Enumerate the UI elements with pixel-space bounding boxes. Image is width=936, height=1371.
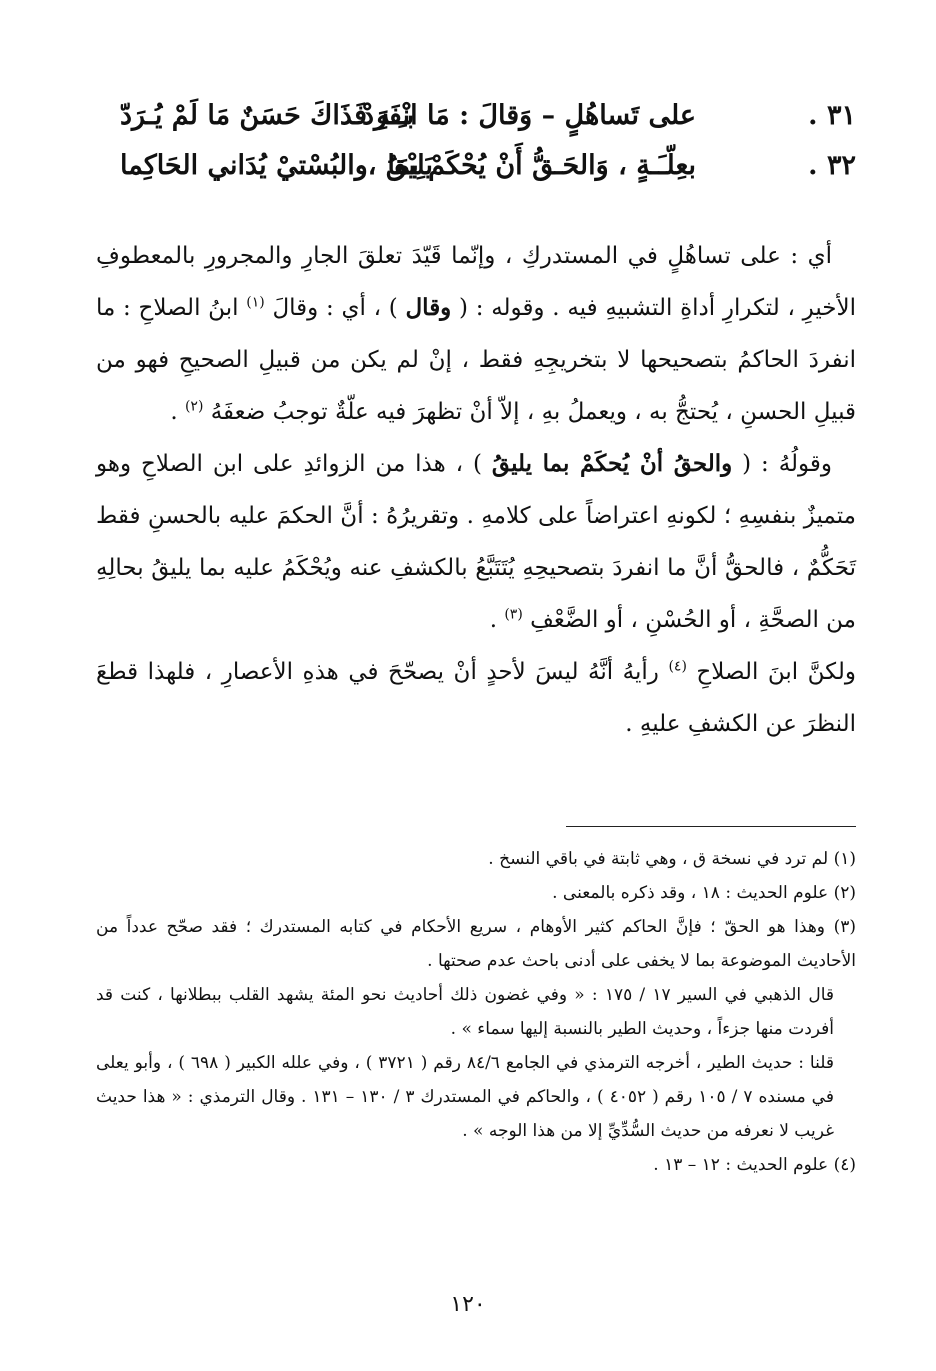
text-run: . bbox=[170, 399, 178, 425]
text-run: أي : على تساهُلٍ في المستدركِ ، وإنّما قَيّدَ تعلقَ الجارِ والمجرورِ بالمعطوفِ الأخيرِ ، لتكرارِ أداةِ التشبيهِ فيه . وقوله : ( bbox=[96, 243, 856, 321]
text-run: ولكنَّ ابنَ الصلاحِ bbox=[696, 659, 856, 685]
text-run: رأيهُ أنَّهُ ليسَ لأحدٍ أنْ يصحّحَ في هذهِ الأعصارِ ، فلهذا قطعَ النظرَ عن الكشفِ عليهِ . bbox=[96, 659, 856, 737]
quoted-term: وقال bbox=[405, 294, 452, 321]
verse-second-hemistich: يَلِيْقُ ،والبُسْتيْ يُدَاني الحَاكِما bbox=[120, 149, 433, 181]
text-run: ابنُ الصلاحِ : ما انفردَ الحاكمُ بتصحيحها لا بتخريجِهِ فقط ، إنْ لم يكن من قبيلِ الصحيحِ فهو من قبيلِ الحسنِ ، يُحتجُّ به ، ويعملُ بهِ ، إلاّ أنْ تظهرَ فيه علّةٌ توجبُ ضعفَهُ bbox=[96, 295, 856, 425]
footnote-separator bbox=[566, 826, 856, 827]
verse-31 bbox=[120, 95, 856, 135]
verse-second-hemistich: بـِـهِ فَذَاكَ حَسَنٌ مَا لَمْ يُـرَدّ bbox=[120, 99, 415, 131]
footnote-3: (٣) وهذا هو الحقّ ؛ فإنَّ الحاكم كثير الأوهام ، سريع الأحكام في كتابه المستدرك ؛ فقد صحّح عدداً من الأحاديث الموضوعة بما لا يخفى على أدنى باحث عدم صحتها . bbox=[96, 917, 856, 971]
commentary-paragraph bbox=[96, 438, 856, 646]
footnotes bbox=[96, 842, 856, 1182]
commentary-text bbox=[96, 230, 856, 750]
footnote-3-continuation: قال الذهبي في السير ١٧ / ١٧٥ : « وفي غضون ذلك أحاديث نحو المئة يشهد القلب ببطلانها ، كنت قد أفردت منها جزءاً ، وحديث الطير بالنسبة إليها سماء » . bbox=[96, 985, 834, 1039]
footnote-3-continuation: قلنا : حديث الطير ، أخرجه الترمذي في الجامع ٨٤/٦ رقم ( ٣٧٢١ ) ، وفي علله الكبير ( ٦٩٨ ) ، وأبو يعلى في مسنده ٧ / ١٠٥ رقم ( ٤٠٥٢ ) ، والحاكم في المستدرك ٣ / ١٣٠ – ١٣١ . وقال الترمذي : « هذا حديث غريب لا نعرفه من حديث السُّدِّيِّ إلا من هذا الوجه » . bbox=[96, 1053, 834, 1141]
verse-number: ٣٢ . bbox=[808, 149, 856, 181]
footnote-4: (٤) علوم الحديث : ١٢ – ١٣ . bbox=[653, 1155, 856, 1175]
text-run: ) ، أي : وقالَ bbox=[272, 295, 398, 321]
verse-first-hemistich: على تَساهُلٍ – وَقالَ : مَا انْفَرَدْ bbox=[361, 99, 696, 131]
footnote-reference[interactable]: (٢) bbox=[184, 398, 204, 415]
verse-first-hemistich: بعِلّـَـةٍ ، وَالحَـقُّ أَنْ يُحْكَمْ بمَا bbox=[387, 149, 696, 181]
footnote-reference[interactable]: (١) bbox=[246, 294, 265, 311]
text-run: ) ، هذا من الزوائدِ على ابن الصلاحِ وهو متميزٌ بنفسِهِ ؛ لكونهِ اعتراضاً على كلامهِ . وتقريرُهُ : أنَّ الحكمَ عليه بالحسنِ فقط تَحَكُّمٌ ، فالحقُّ أنَّ ما انفردَ بتصحيحِهِ يُتَتَبَّعُ بالكشفِ عنه ويُحْكَمُ عليه بما يليقُ بحالِهِ من الصحَّةِ ، أو الحُسْنِ ، أو الضَّعْفِ bbox=[96, 451, 856, 633]
quoted-term: والحقُ أنْ يُحكَمْ بما يليقُ bbox=[491, 450, 733, 477]
footnote-2: (٢) علوم الحديث : ١٨ ، وقد ذكره بالمعنى . bbox=[552, 883, 856, 903]
commentary-paragraph bbox=[96, 646, 856, 750]
verse-32 bbox=[120, 145, 856, 185]
verse-number: ٣١ . bbox=[808, 99, 856, 131]
text-run: . bbox=[489, 607, 498, 633]
footnote-reference[interactable]: (٤) bbox=[668, 658, 687, 675]
page-number: ١٢٠ bbox=[450, 1292, 486, 1317]
text-run: وقولُهُ : ( bbox=[742, 451, 833, 477]
footnote-reference[interactable]: (٣) bbox=[504, 606, 523, 623]
commentary-paragraph bbox=[96, 230, 856, 438]
footnote-1: (١) لم ترد في نسخة ق ، وهي ثابتة في باقي النسخ . bbox=[488, 849, 856, 869]
